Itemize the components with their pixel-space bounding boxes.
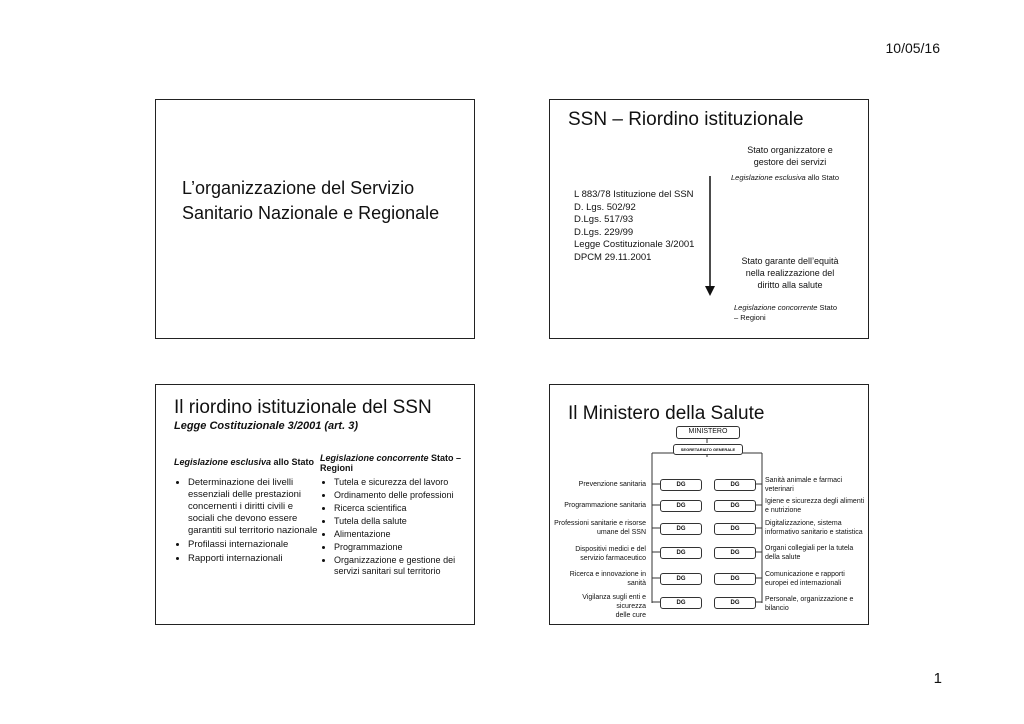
slide-4-title: Il Ministero della Salute: [568, 403, 765, 424]
label-line: Digitalizzazione, sistema: [765, 520, 842, 527]
left-department-label: [552, 545, 646, 563]
list-item: • Alimentazione: [334, 529, 470, 540]
slide-3: [155, 384, 475, 625]
top-note-line-1: Stato organizzatore e: [747, 145, 833, 155]
left-heading-rest: allo Stato: [271, 457, 315, 467]
right-department-label: [765, 570, 865, 588]
list-item: • Rapporti internazionali: [188, 553, 319, 565]
page-date: 10/05/16: [885, 40, 940, 56]
label-line: delle cure: [615, 612, 646, 619]
label-line: informativo sanitario e statistica: [765, 529, 863, 536]
left-department-label: [552, 480, 646, 489]
bottom-note-line-1: Stato garante dell’equità: [741, 256, 839, 266]
bottom-legislation-rest: Stato: [817, 303, 837, 312]
list-item: • Tutela e sicurezza del lavoro: [334, 477, 470, 488]
label-line: Ricerca e innovazione in sanità: [569, 571, 646, 587]
right-column-heading: [320, 453, 470, 473]
right-heading-rest: Stato – Regioni: [320, 453, 462, 473]
bottom-legislation-italic: Legislazione concorrente: [734, 303, 818, 312]
bottom-legislation-line-1: [734, 303, 837, 313]
list-item: • Ricerca scientifica: [334, 503, 470, 514]
bottom-legislation-line-2: – Regioni: [734, 313, 766, 322]
right-department-label: [765, 519, 865, 537]
left-department-label: [552, 519, 646, 537]
dg-box-right: DG: [714, 500, 756, 512]
top-note: [728, 144, 852, 168]
right-department-label: [765, 595, 865, 613]
dg-box-left: DG: [660, 573, 702, 585]
list-item: • Determinazione dei livelli essenziali delle prestazioni concernenti i diritti civili e sociali che devono essere garantiti sul territorio nazionale: [188, 477, 319, 537]
left-department-label: [552, 570, 646, 588]
label-line: umane del SSN: [596, 529, 646, 536]
dg-box-left: DG: [660, 523, 702, 535]
dg-box-right: DG: [714, 479, 756, 491]
slide-1: [155, 99, 475, 339]
bottom-note-line-2: nella realizzazione del: [745, 268, 835, 278]
slide-3-title: Il riordino istituzionale del SSN: [174, 397, 432, 418]
slide-4: [549, 384, 869, 625]
label-line: Personale, organizzazione e: [765, 596, 854, 603]
label-line: servizio farmaceutico: [580, 555, 646, 562]
slide-1-title-line-2: Sanitario Nazionale e Regionale: [182, 203, 440, 223]
slide-3-subtitle: Legge Costituzionale 3/2001 (art. 3): [174, 420, 358, 432]
law-item: D. Lgs. 502/92: [574, 201, 636, 213]
right-department-label: [765, 544, 865, 562]
ministero-box: MINISTERO: [676, 426, 740, 439]
dg-box-left: DG: [660, 479, 702, 491]
segretariato-box: SEGRETARIATO GENERALE: [673, 444, 743, 455]
dg-box-left: DG: [660, 547, 702, 559]
label-line: Igiene e sicurezza degli alimenti: [765, 498, 865, 505]
dg-box-left: DG: [660, 597, 702, 609]
label-line: europei ed internazionali: [765, 580, 842, 587]
page-number: 1: [933, 670, 942, 687]
bottom-note: [728, 255, 852, 291]
label-line: Sanità animale e farmaci: [765, 477, 843, 484]
top-note-line-2: gestore dei servizi: [753, 157, 827, 167]
slide-1-title: [182, 176, 439, 226]
law-item: DPCM 29.11.2001: [574, 251, 652, 263]
label-line: Professioni sanitarie e risorse: [554, 520, 646, 527]
list-item: • Programmazione: [334, 542, 470, 553]
label-line: Organi collegiali per la tutela: [765, 545, 854, 552]
law-item: L 883/78 Istituzione del SSN: [574, 189, 694, 200]
right-department-label: [765, 497, 865, 515]
label-line: Programmazione sanitaria: [564, 502, 646, 509]
dg-box-right: DG: [714, 573, 756, 585]
bottom-legislation: [734, 303, 837, 323]
slide-2: [549, 99, 869, 339]
law-item: D.Lgs. 517/93: [574, 214, 634, 225]
label-line: della salute: [765, 554, 801, 561]
left-column-heading: [174, 457, 314, 467]
label-line: Vigilanza sugli enti e sicurezza: [582, 594, 646, 610]
down-arrow-icon: [702, 174, 718, 298]
left-department-label: [552, 593, 646, 620]
right-department-label: [765, 476, 865, 494]
list-item: • Tutela della salute: [334, 516, 470, 527]
dg-box-right: DG: [714, 597, 756, 609]
top-legislation: [731, 173, 839, 182]
laws-list: [574, 189, 694, 264]
right-heading-italic: Legislazione concorrente: [320, 453, 429, 463]
dg-box-right: DG: [714, 523, 756, 535]
label-line: e nutrizione: [765, 507, 802, 514]
bottom-note-line-3: diritto alla salute: [757, 280, 823, 290]
slide-2-title: SSN – Riordino istituzionale: [568, 109, 804, 130]
label-line: Comunicazione e rapporti: [765, 571, 845, 578]
label-line: bilancio: [765, 605, 789, 612]
dg-box-right: DG: [714, 547, 756, 559]
label-line: Dispositivi medici e del: [575, 546, 646, 553]
law-item: D.Lgs. 229/99: [574, 226, 634, 238]
slide-1-title-line-1: L’organizzazione del Servizio: [182, 178, 415, 198]
label-line: veterinari: [765, 486, 794, 493]
left-column-list: [174, 477, 319, 567]
right-column-list: [320, 477, 470, 579]
top-legislation-italic: Legislazione esclusiva: [731, 173, 806, 182]
left-heading-italic: Legislazione esclusiva: [174, 457, 272, 467]
left-department-label: [552, 501, 646, 510]
top-legislation-rest: allo Stato: [805, 173, 839, 182]
label-line: Prevenzione sanitaria: [578, 481, 646, 488]
dg-box-left: DG: [660, 500, 702, 512]
list-item: • Organizzazione e gestione dei servizi sanitari sul territorio: [334, 555, 470, 577]
law-item: Legge Costituzionale 3/2001: [574, 239, 695, 250]
list-item: • Ordinamento delle professioni: [334, 490, 470, 501]
list-item: • Profilassi internazionale: [188, 539, 319, 551]
